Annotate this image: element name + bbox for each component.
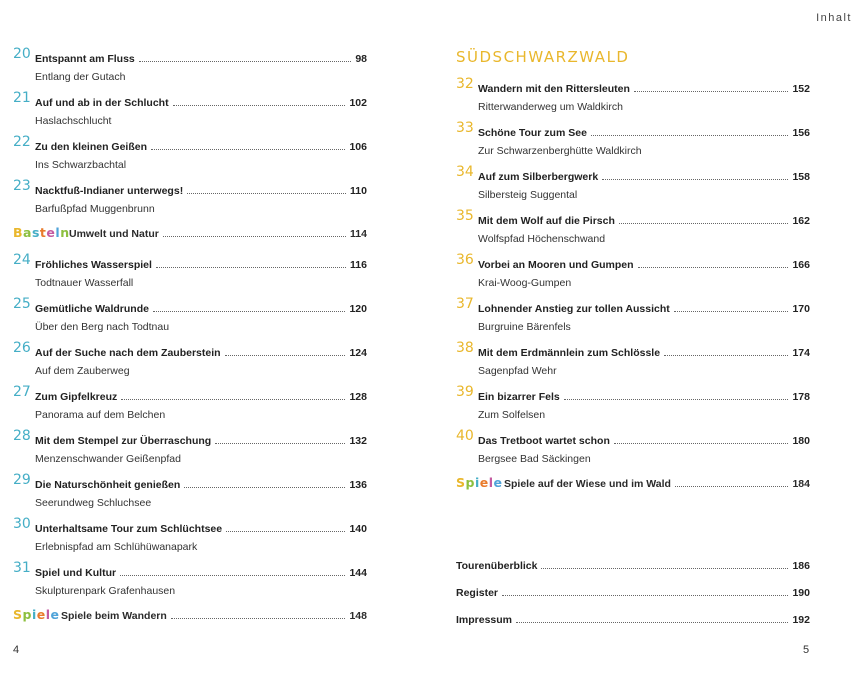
tour-title: Fröhliches Wasserspiel (35, 259, 152, 271)
toc-entry[interactable] (456, 208, 810, 252)
tour-subtitle: Menzenschwander Geißenpfad (35, 453, 181, 465)
toc-entry[interactable] (13, 384, 367, 428)
appendix-page: 186 (792, 560, 810, 572)
tour-page: 140 (349, 523, 367, 535)
toc-entry[interactable] (13, 340, 367, 384)
tour-page: 116 (350, 259, 367, 271)
dot-leader (226, 531, 345, 532)
dot-leader (173, 105, 346, 106)
tour-page: 156 (792, 127, 810, 139)
toc-entry[interactable] (456, 428, 810, 472)
tour-page: 132 (349, 435, 367, 447)
tour-title: Die Naturschönheit genießen (35, 479, 181, 491)
toc-entry[interactable] (456, 164, 810, 208)
tour-title: Entspannt am Fluss (35, 53, 135, 65)
tour-number: 35 (456, 208, 474, 224)
tour-title: Spiel und Kultur (35, 567, 117, 579)
tour-subtitle: Silbersteig Suggental (478, 189, 578, 201)
dot-leader (614, 443, 789, 444)
tour-title: Wandern mit den Rittersleuten (478, 83, 630, 95)
appendix-entry[interactable] (456, 614, 810, 641)
tour-page: 178 (792, 391, 810, 403)
tour-number: 36 (456, 252, 474, 268)
tour-page: 110 (350, 185, 367, 197)
dot-leader (634, 91, 789, 92)
spiele-title: Spiele auf der Wiese und im Wald (504, 478, 671, 490)
tour-title: Auf und ab in der Schlucht (35, 97, 169, 109)
dot-leader (638, 267, 789, 268)
tour-number: 40 (456, 428, 474, 444)
page-number-left: 4 (13, 644, 20, 656)
tour-subtitle: Krai-Woog-Gumpen (478, 277, 572, 289)
region-title: SÜDSCHWARZWALD (456, 48, 630, 66)
spiele-label: Spiele (13, 607, 60, 622)
tour-subtitle: Todtnauer Wasserfall (35, 277, 134, 289)
tour-title: Unterhaltsame Tour zum Schlüchtsee (35, 523, 223, 535)
appendix-page: 190 (792, 587, 810, 599)
tour-title: Mit dem Stempel zur Überraschung (35, 435, 212, 447)
tour-subtitle: Barfußpfad Muggenbrunn (35, 203, 155, 215)
tour-number: 34 (456, 164, 474, 180)
tour-subtitle: Bergsee Bad Säckingen (478, 453, 591, 465)
dot-leader (151, 149, 345, 150)
appendix-entry[interactable] (456, 560, 810, 587)
toc-entry[interactable] (456, 340, 810, 384)
toc-entry[interactable] (13, 560, 367, 604)
tour-page: 174 (792, 347, 810, 359)
dot-leader (121, 399, 345, 400)
tour-subtitle: Seerundweg Schluchsee (35, 497, 152, 509)
dot-leader (541, 568, 788, 569)
tour-title: Mit dem Erdmännlein zum Schlössle (478, 347, 661, 359)
tour-page: 180 (792, 435, 810, 447)
left-toc-list (13, 46, 367, 222)
tour-subtitle: Wolfspfad Höchenschwand (478, 233, 606, 245)
dot-leader (591, 135, 789, 136)
toc-entry[interactable] (13, 46, 367, 90)
tour-title: Lohnender Anstieg zur tollen Aussicht (478, 303, 670, 315)
basteln-title: Umwelt und Natur (69, 228, 159, 240)
tour-page: 128 (349, 391, 367, 403)
toc-entry[interactable] (13, 178, 367, 222)
dot-leader (153, 311, 346, 312)
toc-entry[interactable] (13, 516, 367, 560)
dot-leader (516, 622, 788, 623)
tour-page: 144 (349, 567, 367, 579)
left-toc-list-2 (13, 252, 367, 604)
basteln-label: Basteln (13, 225, 70, 240)
tour-number: 37 (456, 296, 474, 312)
tour-subtitle: Sagenpfad Wehr (478, 365, 557, 377)
dot-leader (156, 267, 346, 268)
tour-number: 24 (13, 252, 31, 268)
dot-leader (215, 443, 345, 444)
tour-number: 25 (13, 296, 31, 312)
dot-leader (502, 595, 788, 596)
tour-title: Auf der Suche nach dem Zauberstein (35, 347, 221, 359)
tour-page: 162 (792, 215, 810, 227)
tour-subtitle: Ins Schwarzbachtal (35, 159, 127, 171)
toc-entry[interactable] (456, 120, 810, 164)
toc-entry[interactable] (456, 76, 810, 120)
tour-subtitle: Zur Schwarzenberghütte Waldkirch (478, 145, 642, 157)
tour-page: 136 (349, 479, 367, 491)
tour-number: 29 (13, 472, 31, 488)
basteln-entry[interactable] (13, 222, 367, 252)
tour-page: 120 (349, 303, 367, 315)
tour-subtitle: Ritterwanderweg um Waldkirch (478, 101, 623, 113)
dot-leader (163, 236, 346, 237)
tour-title: Schöne Tour zum See (478, 127, 587, 139)
tour-number: 39 (456, 384, 474, 400)
toc-entry[interactable] (456, 384, 810, 428)
toc-entry[interactable] (13, 472, 367, 516)
dot-leader (120, 575, 345, 576)
tour-subtitle: Zum Solfelsen (478, 409, 546, 421)
appendix-page: 192 (792, 614, 810, 626)
tour-page: 166 (792, 259, 810, 271)
tour-page: 158 (792, 171, 810, 183)
appendix-title: Impressum (456, 614, 513, 626)
tour-subtitle: Haslachschlucht (35, 115, 112, 127)
dot-leader (619, 223, 789, 224)
dot-leader (664, 355, 788, 356)
tour-title: Auf zum Silberbergwerk (478, 171, 599, 183)
tour-number: 23 (13, 178, 31, 194)
tour-page: 152 (792, 83, 810, 95)
section-header: Inhalt (816, 12, 852, 24)
tour-title: Zum Gipfelkreuz (35, 391, 118, 403)
tour-page: 170 (792, 303, 810, 315)
dot-leader (187, 193, 346, 194)
spiele-page: 184 (792, 478, 810, 490)
basteln-page: 114 (350, 228, 367, 240)
tour-number: 27 (13, 384, 31, 400)
tour-subtitle: Entlang der Gutach (35, 71, 126, 83)
tour-page: 102 (349, 97, 367, 109)
tour-number: 31 (13, 560, 31, 576)
tour-number: 22 (13, 134, 31, 150)
dot-leader (564, 399, 789, 400)
tour-page: 98 (355, 53, 367, 65)
tour-subtitle: Burgruine Bärenfels (478, 321, 571, 333)
toc-entry[interactable] (13, 252, 367, 296)
toc-entry[interactable] (13, 134, 367, 178)
tour-number: 33 (456, 120, 474, 136)
tour-page: 106 (349, 141, 367, 153)
toc-entry[interactable] (13, 296, 367, 340)
toc-entry[interactable] (456, 252, 810, 296)
toc-entry[interactable] (13, 90, 367, 134)
tour-title: Vorbei an Mooren und Gumpen (478, 259, 634, 271)
tour-number: 32 (456, 76, 474, 92)
tour-page: 124 (349, 347, 367, 359)
dot-leader (674, 311, 789, 312)
tour-title: Mit dem Wolf auf die Pirsch (478, 215, 615, 227)
right-toc-list (456, 76, 810, 472)
dot-leader (602, 179, 788, 180)
spiele-entry-right[interactable] (456, 472, 810, 502)
appendix-list (456, 560, 810, 641)
tour-number: 26 (13, 340, 31, 356)
tour-number: 21 (13, 90, 31, 106)
spiele-entry-left[interactable] (13, 604, 367, 634)
tour-subtitle: Skulpturenpark Grafenhausen (35, 585, 176, 597)
appendix-entry[interactable] (456, 587, 810, 614)
dot-leader (675, 486, 789, 487)
dot-leader (171, 618, 346, 619)
spiele-page: 148 (349, 610, 367, 622)
appendix-title: Register (456, 587, 499, 599)
tour-title: Das Tretboot wartet schon (478, 435, 610, 447)
dot-leader (184, 487, 345, 488)
tour-title: Ein bizarrer Fels (478, 391, 560, 403)
tour-subtitle: Über den Berg nach Todtnau (35, 321, 170, 333)
right-page (456, 46, 810, 502)
tour-subtitle: Panorama auf dem Belchen (35, 409, 166, 421)
tour-subtitle: Erlebnispfad am Schlühüwanapark (35, 541, 198, 553)
tour-number: 20 (13, 46, 31, 62)
spiele-label: Spiele (456, 475, 503, 490)
tour-number: 38 (456, 340, 474, 356)
tour-number: 30 (13, 516, 31, 532)
tour-title: Gemütliche Waldrunde (35, 303, 149, 315)
spiele-title: Spiele beim Wandern (61, 610, 167, 622)
toc-entry[interactable] (456, 296, 810, 340)
left-page (13, 46, 367, 634)
dot-leader (139, 61, 352, 62)
page-number-right: 5 (803, 644, 810, 656)
appendix-title: Tourenüberblick (456, 560, 538, 572)
tour-subtitle: Auf dem Zauberweg (35, 365, 130, 377)
tour-title: Nacktfuß-Indianer unterwegs! (35, 185, 184, 197)
dot-leader (225, 355, 346, 356)
tour-title: Zu den kleinen Geißen (35, 141, 148, 153)
toc-entry[interactable] (13, 428, 367, 472)
tour-number: 28 (13, 428, 31, 444)
